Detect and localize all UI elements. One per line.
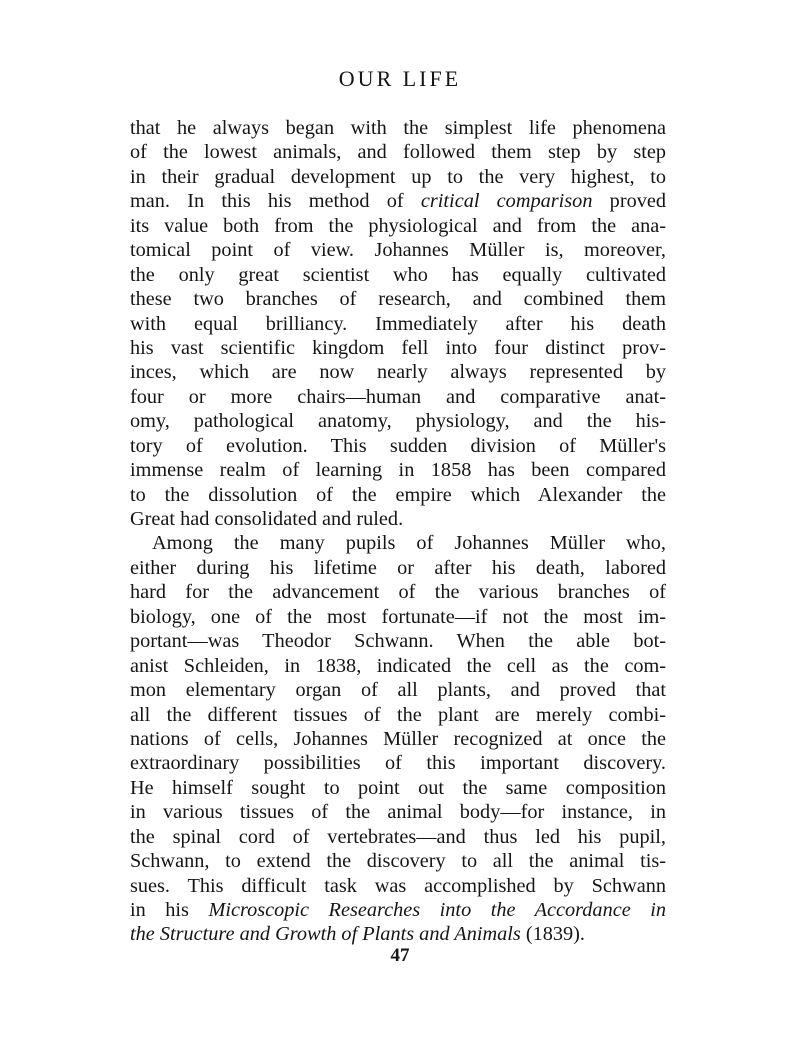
text-line [130,312,666,336]
text-line [130,483,666,507]
text-segment: biology, one of the most fortunate—if not the most im- [130,605,666,628]
text-line [130,263,666,287]
text-segment: in their gradual development up to the very highest, to [130,165,666,188]
text-line [130,849,666,873]
text-segment: mon elementary organ of all plants, and proved that [130,679,666,702]
text-line [130,703,666,727]
text-line [130,531,666,555]
text-line [130,458,666,482]
text-segment: to the dissolution of the empire which Alexander the [130,483,666,506]
text-segment: (1839). [520,923,586,946]
italic-text: Microscopic Researches into the Accordance in [208,899,666,921]
text-segment: the only great scientist who has equally cultivated [130,263,666,286]
text-line [130,189,666,213]
text-segment: portant—was Theodor Schwann. When the able bot- [130,630,666,653]
text-line [130,385,666,409]
text-segment: either during his lifetime or after his death, labored [130,556,666,579]
text-segment: of the lowest animals, and followed them step by step [130,141,666,164]
text-line [130,825,666,849]
text-segment: nations of cells, Johannes Müller recognized at once the [130,727,666,750]
text-segment: tomical point of view. Johannes Müller is, moreover, [130,239,666,262]
italic-text: the Structure and Growth of Plants and Animals [130,923,521,946]
text-line [130,214,666,238]
text-segment: man. In this his method of [130,190,421,213]
body-text [130,116,666,947]
text-segment: inces, which are now nearly always represented by [130,361,666,384]
text-segment: with equal brilliancy. Immediately after his death [130,312,666,335]
text-line [130,898,666,922]
text-segment: these two branches of research, and combined them [130,288,666,311]
text-line [130,580,666,604]
text-segment: four or more chairs—human and comparative anat- [130,385,666,408]
running-head: OUR LIFE [338,66,462,91]
text-segment: in various tissues of the animal body—for instance, in [130,801,666,824]
text-line [130,874,666,898]
text-segment: hard for the advancement of the various branches of [130,581,666,604]
text-segment: anist Schleiden, in 1838, indicated the cell as the com- [130,654,666,677]
text-line [130,800,666,824]
text-segment: Great had consolidated and ruled. [130,508,404,530]
text-segment: omy, pathological anatomy, physiology, and the his- [130,410,666,433]
text-line [130,409,666,433]
text-segment: all the different tissues of the plant are merely combi- [130,703,666,726]
text-line [130,556,666,580]
text-segment: Among the many pupils of Johannes Müller who, [152,532,666,555]
text-segment: in his [130,899,209,921]
text-segment: immense realm of learning in 1858 has been compared [130,459,666,482]
italic-text: critical comparison [420,190,593,213]
text-line [130,727,666,751]
text-segment: his vast scientific kingdom fell into four distinct prov- [130,336,666,359]
text-line [130,605,666,629]
text-line [130,776,666,800]
text-line [130,629,666,653]
text-segment: its value both from the physiological and from the ana- [130,214,666,237]
text-segment: He himself sought to point out the same composition [130,776,666,799]
text-segment: tory of evolution. This sudden division of Müller's [130,434,666,457]
text-segment: the spinal cord of vertebrates—and thus led his pupil, [130,825,666,848]
text-segment: proved [592,190,667,213]
text-line [130,287,666,311]
text-line [130,116,666,140]
text-line [130,336,666,360]
text-line [130,434,666,458]
text-segment: extraordinary possibilities of this important discovery. [130,752,666,775]
text-line [130,507,666,531]
text-line [130,654,666,678]
text-segment: sues. This difficult task was accomplished by Schwann [130,874,666,897]
text-line [130,140,666,164]
text-line [130,360,666,384]
text-line [130,238,666,262]
text-line [130,751,666,775]
text-segment: Schwann, to extend the discovery to all the animal tis- [130,850,666,873]
text-line [130,165,666,189]
text-line [130,678,666,702]
text-segment: that he always began with the simplest life phenomena [130,117,666,139]
page-number: 47 [390,945,410,966]
